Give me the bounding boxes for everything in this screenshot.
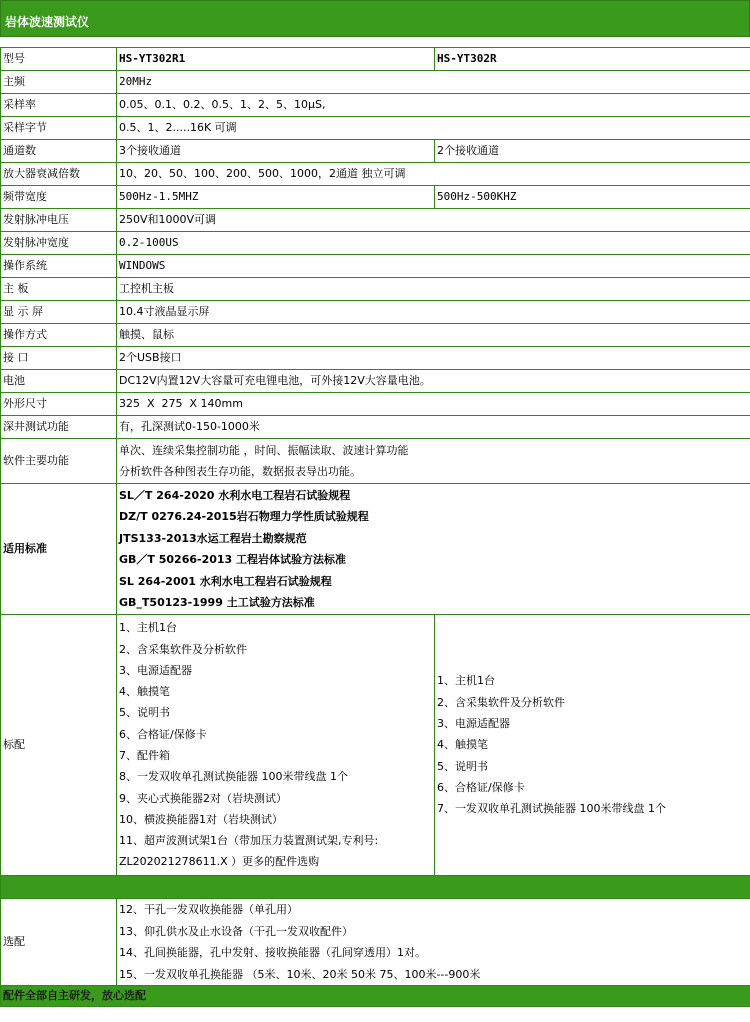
table-row [1,899,750,986]
table-row [1,278,750,301]
table-row [1,615,750,876]
config-item: 3、电源适配器 [119,663,192,677]
board-value: 工控机主板 [117,278,750,301]
optional-item: 12、干孔一发双收换能器（单孔用） [119,903,298,916]
row-label-standards: 适用标准 [1,484,117,615]
table-row [1,416,750,439]
model-r1: HS-YT302R1 [117,48,435,71]
op-value: 触摸、鼠标 [117,324,750,347]
row-label-channels: 通道数 [1,140,117,163]
row-label-volt: 发射脉冲电压 [1,209,117,232]
row-label-software: 软件主要功能 [1,439,117,484]
table-row [1,209,750,232]
row-label-screen: 显 示 屏 [1,301,117,324]
config-item: 9、夹心式换能器2对（岩块测试） [119,791,287,805]
table-row [1,393,750,416]
row-label-amp: 放大器衰减倍数 [1,163,117,186]
volt-value: 250V和1000V可调 [117,209,750,232]
config-item: 4、触摸笔 [119,685,170,699]
config-item: 2、含采集软件及分析软件 [437,695,565,709]
standard-line: GB／T 50266-2013 工程岩体试验方法标准 [119,553,347,566]
config-item: 4、触摸笔 [437,738,488,752]
spec-table [0,47,750,1007]
table-row [1,48,750,71]
row-label-size: 外形尺寸 [1,393,117,416]
row-label-battery: 电池 [1,370,117,393]
row-label-model: 型号 [1,48,117,71]
screen-value: 10.4寸液晶显示屏 [117,301,750,324]
table-row [1,163,750,186]
table-row [1,324,750,347]
row-label-optional: 选配 [1,899,117,986]
row-label-bytes: 采样字节 [1,117,117,140]
config-item: 1、主机1台 [437,674,495,688]
footer-note: 配件全部自主研发，放心选配 [1,986,750,1007]
standard-config-r1 [117,615,435,876]
rate-value: 0.05、0.1、0.2、0.5、1、2、5、10μS, [117,94,750,117]
row-label-os: 操作系统 [1,255,117,278]
optional-item: 13、仰孔供水及止水设备（干孔一发双收配件） [119,924,353,938]
config-item: 7、配件箱 [119,749,170,762]
config-item: 8、一发双收单孔测试换能器 100米带线盘 1个 [119,770,348,784]
os-value: WINDOWS [117,255,750,278]
band-r1: 500Hz-1.5MHZ [117,186,435,209]
config-item: ZL202021278611.X ）更多的配件选购 [119,855,320,869]
row-label-op: 操作方式 [1,324,117,347]
standard-line: DZ/T 0276.24-2015岩石物理力学性质试验规程 [119,510,369,523]
battery-value: DC12V内置12V大容量可充电锂电池，可外接12V大容量电池。 [117,370,750,393]
optional-value [117,899,750,986]
bytes-value: 0.5、1、2.....16K 可调 [117,117,750,140]
config-item: 3、电源适配器 [437,717,510,731]
config-item: 1、主机1台 [119,621,177,635]
table-row [1,439,750,484]
table-row [1,484,750,615]
table-row [1,255,750,278]
standard-line: JTS133-2013水运工程岩土勘察规范 [119,531,307,545]
table-row [1,347,750,370]
config-item: 7、一发双收单孔测试换能器 100米带线盘 1个 [437,802,666,816]
table-row [1,140,750,163]
channels-r: 2个接收通道 [435,140,750,163]
table-row [1,117,750,140]
footer-row [1,986,750,1007]
table-row [1,186,750,209]
freq-value: 20MHz [117,71,750,94]
band-r: 500Hz-500KHZ [435,186,750,209]
row-label-rate: 采样率 [1,94,117,117]
standard-line: SL／T 264-2020 水利水电工程岩石试验规程 [119,488,351,502]
config-item: 5、说明书 [437,759,488,773]
config-item: 6、合格证/保修卡 [119,727,207,741]
standards-value [117,484,750,615]
port-value: 2个USB接口 [117,347,750,370]
standard-config-r [435,615,750,876]
config-item: 5、说明书 [119,706,170,720]
software-line: 分析软件各种图表生存功能，数据报表导出功能。 [119,465,361,478]
config-item: 10、横波换能器1对（岩块测试） [119,812,283,826]
table-row [1,370,750,393]
row-label-board: 主 板 [1,278,117,301]
optional-item: 14、孔间换能器，孔中发射、接收换能器（孔间穿透用）1对。 [119,946,426,959]
table-header-bar [0,0,750,37]
config-item: 2、含采集软件及分析软件 [119,642,247,656]
table-row [1,301,750,324]
table-row [1,94,750,117]
row-label-width: 发射脉冲宽度 [1,232,117,255]
row-label-freq: 主频 [1,71,117,94]
width-value: 0.2-100US [117,232,750,255]
standard-line: GB_T50123-1999 土工试验方法标准 [119,596,315,609]
table-row [1,71,750,94]
standard-line: SL 264-2001 水利水电工程岩石试验规程 [119,574,332,588]
optional-item: 15、一发双收单孔换能器 （5米、10米、20米 50米 75、100米---900米 [119,967,481,981]
model-r: HS-YT302R [435,48,750,71]
row-label-deep: 深井测试功能 [1,416,117,439]
page-title: 岩体波速测试仪 [5,15,90,29]
software-value [117,439,750,484]
software-line: 单次、连续采集控制功能 ，时间、振幅读取、波速计算功能 [119,443,409,457]
size-value: 325 X 275 X 140mm [117,393,750,416]
config-item: 6、合格证/保修卡 [437,780,525,794]
table-row [1,232,750,255]
row-label-port: 接 口 [1,347,117,370]
row-label-standard-config: 标配 [1,615,117,876]
row-label-band: 频带宽度 [1,186,117,209]
section-separator [1,876,750,899]
deep-value: 有，孔深测试0-150-1000米 [117,416,750,439]
amp-value: 10、20、50、100、200、500、1000，2通道 独立可调 [117,163,750,186]
config-item: 11、超声波测试架1台（带加压力装置测试架,专利号: [119,834,379,848]
channels-r1: 3个接收通道 [117,140,435,163]
